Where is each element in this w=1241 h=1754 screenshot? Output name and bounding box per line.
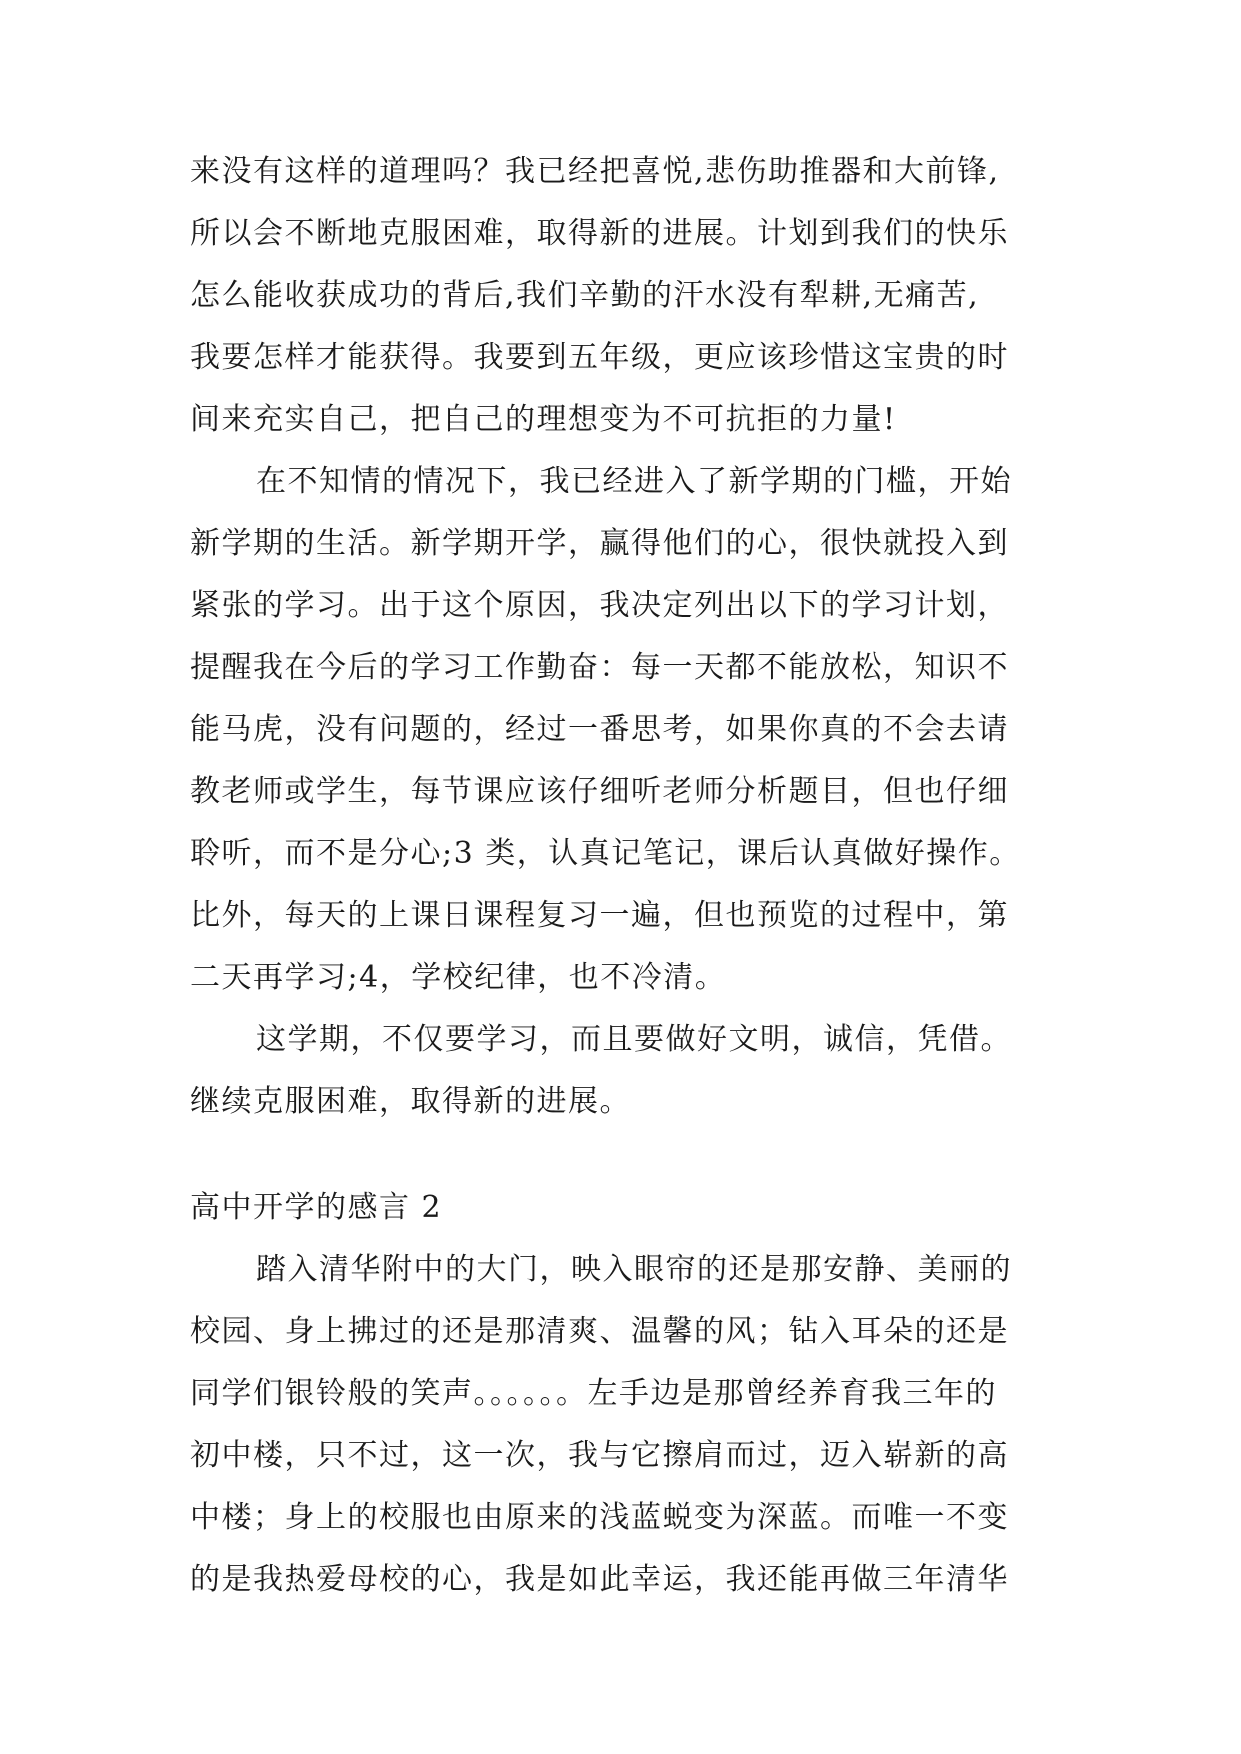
- paragraph-line: 初中楼，只不过，这一次，我与它擦肩而过，迈入崭新的高: [190, 1438, 1009, 1473]
- paragraph-line: 中楼；身上的校服也由原来的浅蓝蜕变为深蓝。而唯一不变: [190, 1500, 1009, 1535]
- paragraph-line: 的是我热爱母校的心，我是如此幸运，我还能再做三年清华: [190, 1562, 1009, 1597]
- paragraph-line: 紧张的学习。出于这个原因，我决定列出以下的学习计划，: [190, 588, 1009, 623]
- paragraph-line: 提醒我在今后的学习工作勤奋：每一天都不能放松，知识不: [190, 650, 1009, 685]
- paragraph-line: 间来充实自己，把自己的理想变为不可抗拒的力量!: [190, 402, 897, 437]
- paragraph-line: 二天再学习;4，学校纪律，也不冷清。: [190, 960, 727, 995]
- paragraph-line: 能马虎，没有问题的，经过一番思考，如果你真的不会去请: [190, 712, 1009, 747]
- paragraph-line: 校园、身上拂过的还是那清爽、温馨的风；钻入耳朵的还是: [190, 1314, 1009, 1349]
- section-heading: 高中开学的感言 2: [190, 1190, 443, 1225]
- paragraph-line: 新学期的生活。新学期开学，赢得他们的心，很快就投入到: [190, 526, 1009, 561]
- paragraph-line: 这学期，不仅要学习，而且要做好文明，诚信，凭借。: [256, 1022, 1012, 1057]
- paragraph-line: 踏入清华附中的大门，映入眼帘的还是那安静、美丽的: [256, 1252, 1012, 1287]
- paragraph-line: 怎么能收获成功的背后,我们辛勤的汗水没有犁耕,无痛苦,: [190, 278, 980, 313]
- paragraph-line: 继续克服困难，取得新的进展。: [190, 1084, 631, 1119]
- paragraph-line: 所以会不断地克服困难，取得新的进展。计划到我们的快乐: [190, 216, 1009, 251]
- paragraph-line: 在不知情的情况下，我已经进入了新学期的门槛，开始: [256, 464, 1012, 499]
- paragraph-line: 来没有这样的道理吗？我已经把喜悦,悲伤助推器和大前锋,: [190, 154, 1000, 189]
- paragraph-line: 同学们银铃般的笑声。。。。。。左手边是那曾经养育我三年的: [190, 1376, 997, 1411]
- paragraph-line: 比外，每天的上课日课程复习一遍，但也预览的过程中，第: [190, 898, 1009, 933]
- paragraph-line: 我要怎样才能获得。我要到五年级，更应该珍惜这宝贵的时: [190, 340, 1009, 375]
- paragraph-line: 教老师或学生，每节课应该仔细听老师分析题目，但也仔细: [190, 774, 1009, 809]
- paragraph-line: 聆听，而不是分心;3 类，认真记笔记，课后认真做好操作。: [190, 836, 1021, 871]
